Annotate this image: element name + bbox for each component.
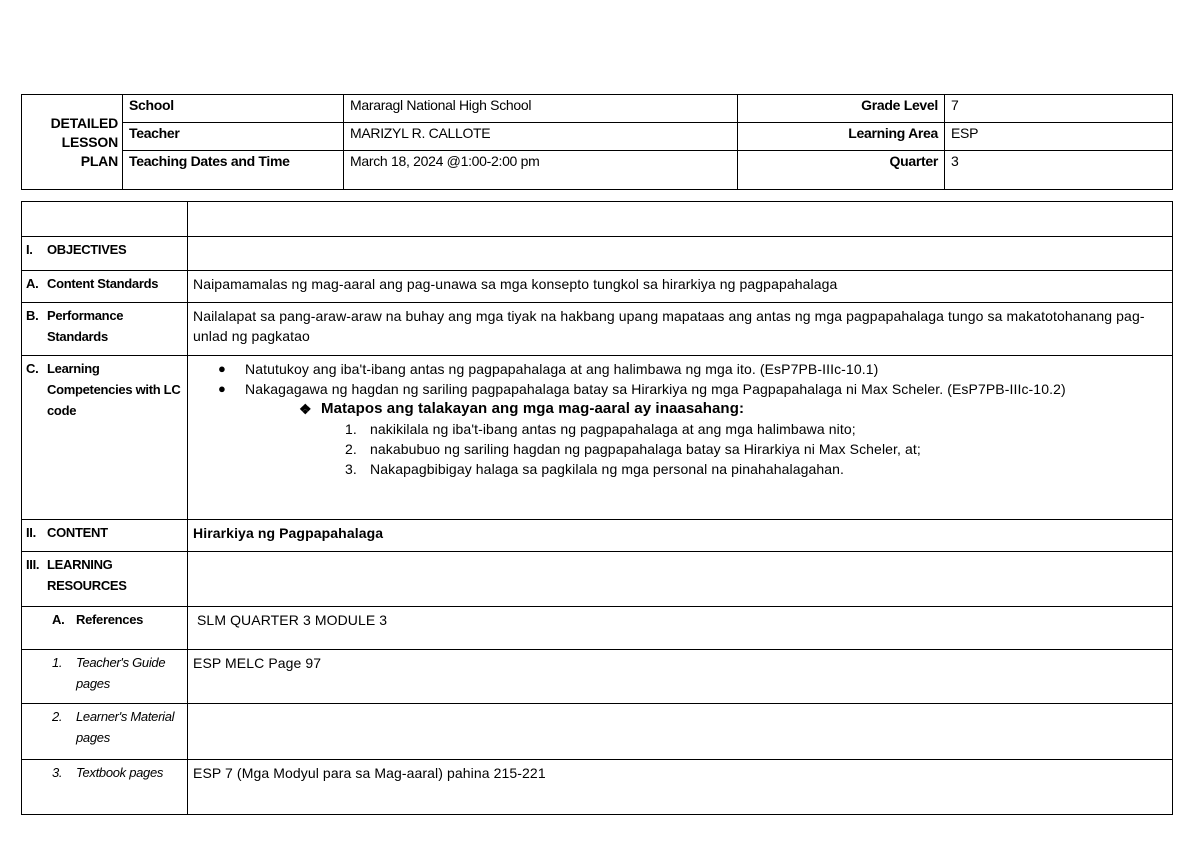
competency-text: Natutukoy ang iba't-ibang antas ng pagpapahalaga at ang halimbawa ng mga ito. (EsP7PB-IIIc-10.1)	[245, 361, 879, 377]
learners-material-label: Learner's Material pages	[76, 709, 175, 745]
section-marker: 3.	[52, 765, 63, 780]
table-row	[22, 760, 1173, 815]
learning-competencies-label: Learning Competencies with LC code	[47, 361, 181, 418]
table-row	[22, 552, 1173, 607]
references-label: References	[76, 612, 144, 627]
teachers-guide-text: ESP MELC Page 97	[188, 650, 1173, 704]
school-value: Mararagl National High School	[344, 95, 738, 123]
content-standards-label-cell	[22, 271, 188, 303]
performance-standards-text: Nailalapat sa pang-araw-araw na buhay ang mga tiyak na hakbang upang mapataas ang antas ng mga pagpapahalaga tungo sa makatotohanang pag-unlad ng pagkatao	[188, 303, 1173, 356]
learners-material-label-cell	[22, 704, 188, 760]
teachers-guide-label: Teacher's Guide pages	[76, 655, 166, 691]
table-row	[22, 607, 1173, 650]
quarter-label: Quarter	[738, 151, 945, 190]
blank-cell	[188, 202, 1173, 237]
list-item	[193, 379, 1167, 399]
table-row	[22, 237, 1173, 271]
objectives-value-cell	[188, 237, 1173, 271]
quarter-value: 3	[945, 151, 1173, 190]
bullet-icon: ●	[218, 381, 226, 396]
objective-text: nakabubuo ng sariling hagdan ng pagpapahalaga batay sa Hirarkiya ni Max Scheler, at;	[370, 441, 921, 457]
objective-text: Nakapagbibigay halaga sa pagkilala ng mga personal na pinahahalagahan.	[370, 461, 845, 477]
header-table	[21, 94, 1173, 190]
objectives-label: OBJECTIVES	[47, 242, 127, 257]
objective-list	[193, 419, 1167, 479]
table-row	[22, 520, 1173, 552]
learning-resources-label-cell	[22, 552, 188, 607]
table-row	[22, 704, 1173, 760]
objective-heading	[193, 399, 1167, 419]
diamond-icon: ❖	[299, 401, 312, 417]
list-item	[193, 459, 1167, 479]
competency-list	[193, 359, 1167, 399]
section-marker: II.	[26, 525, 36, 540]
objectives-label-cell	[22, 237, 188, 271]
learning-area-label: Learning Area	[738, 123, 945, 151]
lesson-table	[21, 201, 1173, 815]
learning-area-value: ESP	[945, 123, 1173, 151]
dlp-title-line: PLAN	[80, 152, 118, 169]
teachers-guide-label-cell	[22, 650, 188, 704]
references-label-cell	[22, 607, 188, 650]
section-marker: C.	[26, 361, 39, 376]
table-row	[22, 202, 1173, 237]
list-item	[193, 419, 1167, 439]
section-marker: 1.	[52, 655, 63, 670]
list-item	[193, 359, 1167, 379]
performance-standards-label-cell	[22, 303, 188, 356]
references-text: SLM QUARTER 3 MODULE 3	[188, 607, 1173, 650]
section-marker: I.	[26, 242, 33, 257]
school-label: School	[123, 95, 344, 123]
table-row	[22, 650, 1173, 704]
textbook-label: Textbook pages	[76, 765, 164, 780]
section-marker: 2.	[52, 709, 63, 724]
dlp-title-line: DETAILED	[50, 114, 118, 131]
list-item	[193, 439, 1167, 459]
section-marker: B.	[26, 308, 39, 323]
learning-resources-label: LEARNING RESOURCES	[47, 557, 127, 593]
table-row	[22, 303, 1173, 356]
content-standards-label: Content Standards	[47, 276, 159, 291]
objective-number: 3.	[345, 461, 357, 477]
table-row	[22, 271, 1173, 303]
section-marker: A.	[26, 276, 39, 291]
section-marker: A.	[52, 612, 65, 627]
content-text: Hirarkiya ng Pagpapahalaga	[188, 520, 1173, 552]
blank-cell	[22, 202, 188, 237]
dates-value: March 18, 2024 @1:00-2:00 pm	[344, 151, 738, 190]
dates-label: Teaching Dates and Time	[123, 151, 344, 190]
content-standards-text: Naipamamalas ng mag-aaral ang pag-unawa sa mga konsepto tungkol sa hirarkiya ng pagpapahalaga	[188, 271, 1173, 303]
objective-text: nakikilala ng iba't-ibang antas ng pagpapahalaga at ang mga halimbawa nito;	[370, 421, 856, 437]
performance-standards-label: Performance Standards	[47, 308, 124, 344]
learners-material-text	[188, 704, 1173, 760]
learning-resources-value-cell	[188, 552, 1173, 607]
objective-number: 1.	[345, 421, 357, 437]
teacher-value: MARIZYL R. CALLOTE	[344, 123, 738, 151]
content-label: CONTENT	[47, 525, 108, 540]
textbook-label-cell	[22, 760, 188, 815]
dlp-title	[22, 95, 123, 190]
grade-level-label: Grade Level	[738, 95, 945, 123]
bullet-icon: ●	[218, 361, 226, 376]
competency-text: Nakagagawa ng hagdan ng sariling pagpapahalaga batay sa Hirarkiya ng mga Pagpapahalaga ni Max Scheler. (EsP7PB-IIIc-10.2)	[245, 381, 1066, 397]
objective-heading-text: Matapos ang talakayan ang mga mag-aaral ay inaasahang:	[321, 400, 745, 417]
table-row	[22, 356, 1173, 520]
learning-competencies-cell	[188, 356, 1173, 520]
objective-number: 2.	[345, 441, 357, 457]
textbook-text: ESP 7 (Mga Modyul para sa Mag-aaral) pahina 215-221	[188, 760, 1173, 815]
teacher-label: Teacher	[123, 123, 344, 151]
dlp-title-line: LESSON	[61, 133, 118, 150]
section-marker: III.	[26, 557, 40, 572]
grade-level-value: 7	[945, 95, 1173, 123]
content-label-cell	[22, 520, 188, 552]
learning-competencies-label-cell	[22, 356, 188, 520]
